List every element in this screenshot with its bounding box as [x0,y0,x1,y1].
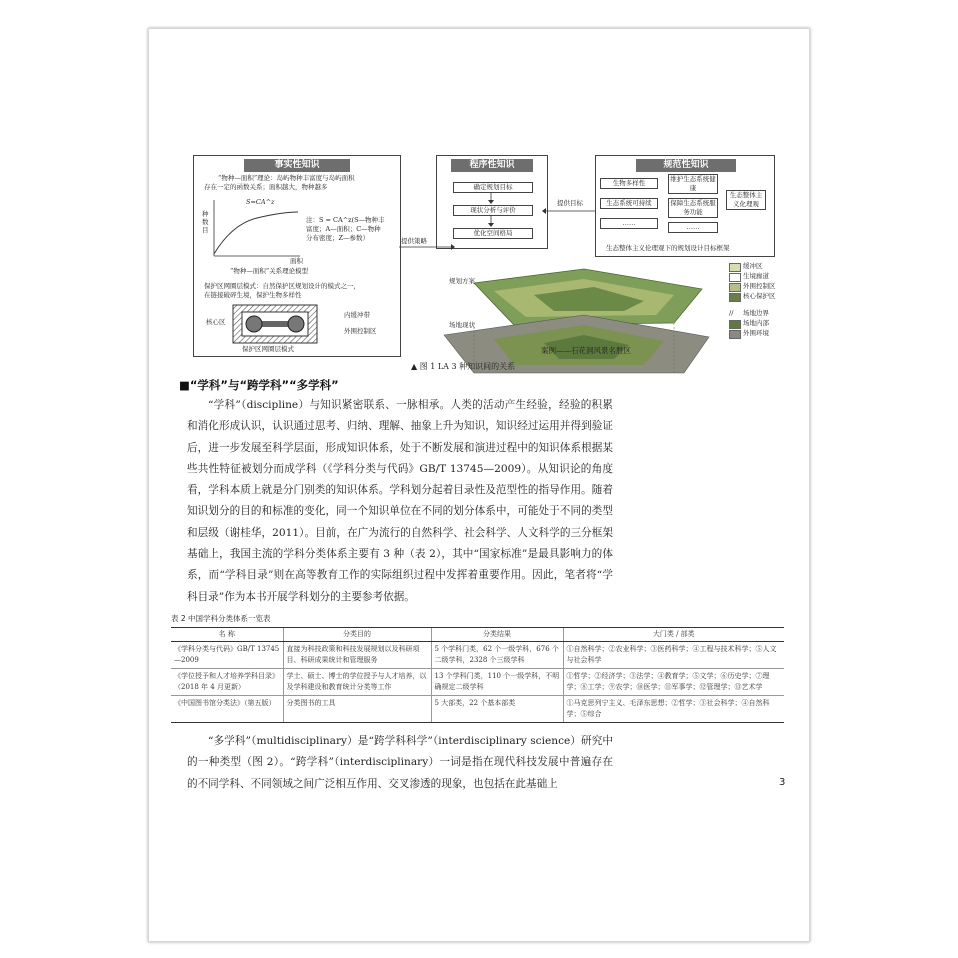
legend-swatch-outer [729,283,741,292]
legend-buffer: 缓冲区 [743,262,763,270]
plan-label: 规划方案 [449,277,475,285]
model-caption: “物种—面积”关系理论模型 [230,267,309,275]
legend-corridor: 生境廊道 [743,272,769,280]
knowledge-link-arrows [399,169,599,269]
discipline-classification-table [171,627,784,723]
plot-note-line1: 注：S = CA^z(S—物种丰 [306,216,385,224]
status-label: 场地现状 [449,321,475,329]
reserve-network-diagram [232,304,318,344]
table-cell: 《学位授予和人才培养学科目录》（2018 年 4 月更新） [171,669,283,696]
goal-etc-1: …… [600,218,658,229]
table-header: 分类结果 [431,628,563,642]
plot-x-label: 面积 [290,257,303,265]
goal-eco-ethics: 生态整体主义化理观 [726,190,766,210]
reserve-network-line2: 在链接破碎生境，保护生物多样性 [204,291,302,299]
factual-knowledge-box [193,155,401,357]
goal-biodiversity: 生物多样性 [600,178,658,189]
procedural-knowledge-title: 程序性知识 [451,159,533,172]
case-label: 案例——石花洞风景名胜区 [541,346,631,355]
step-1: 确定规划目标 [453,182,533,193]
table-header: 名 称 [171,628,283,642]
plot-note-line2: 富度；A—面积；C—物种 [306,225,381,233]
table-header-row [171,628,784,642]
mode-caption: 保护区网圈层模式 [242,345,294,353]
table-header: 大门类 / 部类 [563,628,784,642]
outer-control-label: 外围控制区 [344,327,377,335]
legend-boundary-icon: ∕∕ [729,309,734,317]
case-map-illustration [434,265,714,375]
book-page [148,28,810,942]
legend-inner: 场地内部 [743,319,769,327]
paragraph-1: “学科”（discipline）与知识紧密联系、一脉相承。人类的活动产生经验，经验的积累和消化形成认识，认识通过思考、归纳、理解、抽象上升为知识，知识经过运用并得到验证后，进一步发展至科学层面，形成知识体系，处于不断发展和演进过程中的知识体系根据某些共性特征被划分而成学科（《学科分类与代码》GB/T 13745—2009）。从知识论的角度看，学科本质上就是分门别类的知识体系。学科划分起着目录性及范型性的指导作用。随着知识划分的目的和标准的变化，同一个知识单位在不同的划分体系中，可能处于不同的类型和层级（谢桂华，2011）。目前，在广为流行的自然科学、社会科学、人文科学的三分框架基础上，我国主流的学科分类体系主要有 3 种（表 2），其中“国家标准”是最具影响力的体系，而“学科目录”则在高等教育工作的实际组织过程中发挥着重要作用。因此，笔者将“学科目录”作为本书开展学科划分的主要参考依据。 [187,399,613,603]
table-row [171,696,784,723]
legend-swatch-core [729,293,741,302]
goal-sustainable: 生态系统可持续 [600,198,658,209]
table-cell: ①哲学；②经济学；③法学；④教育学；⑤文学；⑥历史学；⑦理学；⑧工学；⑨农学；⑩医学；⑪军事学；⑫管理学；⑬艺术学 [563,669,784,696]
inner-buffer-label: 内缓冲带 [344,311,370,319]
normative-caption: 生态整体主义伦理观下的规划设计目标框架 [606,244,730,252]
figure-caption: ▲ 图 1 LA 3 种知识间的关系 [411,362,516,371]
goal-etc-2: …… [668,222,718,233]
table-row [171,669,784,696]
core-zone-label: 核心区 [206,318,226,326]
species-area-theory-line2: 存在一定的函数关系；面积越大，物种越多 [204,183,328,191]
table-cell: 5 大部类，22 个基本部类 [431,696,563,723]
legend-swatch-env [729,330,741,339]
legend-core: 核心保护区 [743,292,776,300]
table-cell: 《学科分类与代码》GB/T 13745—2009 [171,642,283,669]
legend-swatch-buffer [729,263,741,272]
table-cell: ①马克思列宁主义、毛泽东思想；②哲学；③社会科学；④自然科学；⑤综合 [563,696,784,723]
step-3: 优化空间格局 [453,228,533,239]
table-header: 分类目的 [283,628,431,642]
provide-goal-label: 提供目标 [557,199,583,207]
table-cell: 5 个学科门类，62 个一级学科，676 个二级学科，2328 个三级学科 [431,642,563,669]
reserve-network-line1: 保护区网圈层模式：自然保护区规划设计的模式之一， [204,282,360,290]
table-cell: 13 个学科门类，110 个一级学科，不明确规定二级学科 [431,669,563,696]
normative-knowledge-title: 规范性知识 [636,159,736,172]
species-area-theory-line1: “物种—面积”理论：岛屿物种丰富度与岛屿面积 [218,174,355,182]
goal-ecosystem-health: 维护生态系统健康 [668,174,718,194]
table-cell: 学士、硕士、博士的学位授予与人才培养，以及学科建设和教育统计分类等工作 [283,669,431,696]
step-2: 现状分析与评价 [453,205,533,216]
table-row [171,642,784,669]
legend-outer: 外围控制区 [743,282,776,290]
table-title: 表 2 中国学科分类体系一览表 [171,614,271,623]
table-cell: 直接为科技政策和科技发展规划以及科研项目、科研成果统计和管理服务 [283,642,431,669]
plot-formula: S=CA^z [246,198,275,206]
legend-swatch-inner [729,320,741,329]
normative-knowledge-box [595,155,775,257]
legend-swatch-corridor [729,273,741,282]
page-number: 3 [779,777,786,788]
plot-note-line3: 分布密度；Z—参数） [306,234,370,242]
plot-y-label: 种数目 [202,210,209,234]
paragraph-2: “多学科”（multidisciplinary）是“跨学科科学”（interdisciplinary science）研究中的一种类型（图 2）。“跨学科”（interdisciplinary）一词是指在现代科技发展中普遍存在的不同学科、不同领域之间广泛相互作用、交叉渗透的现象，也包括在此基础上 [187,735,613,790]
goal-ecosystem-services: 保障生态系统服务功能 [668,198,718,218]
section-heading: ■“学科”与“跨学科”“多学科” [179,378,339,392]
table-cell: ①自然科学；②农业科学；③医药科学；④工程与技术科学；⑤人文与社会科学 [563,642,784,669]
table-cell: 分类图书的工具 [283,696,431,723]
provide-strategy-label: 提供策略 [401,237,427,245]
factual-knowledge-title: 事实性知识 [244,159,350,172]
legend-boundary: 场地边界 [743,309,769,317]
legend-env: 外围环境 [743,329,769,337]
table-cell: 《中国图书馆分类法》（第五版） [171,696,283,723]
